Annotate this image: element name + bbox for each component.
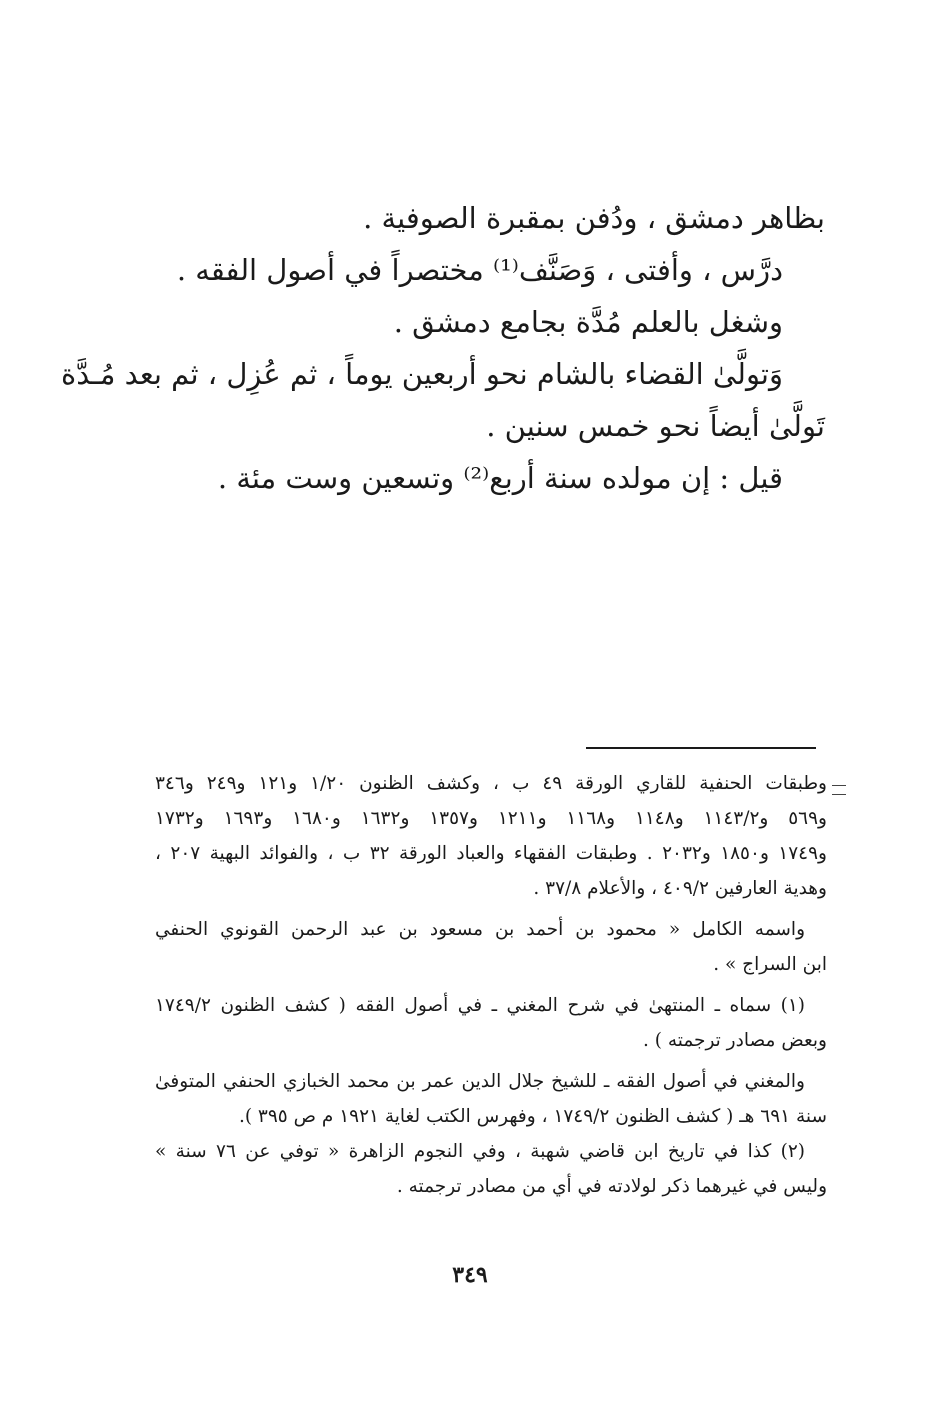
footnote-line: وبعض مصادر ترجمته ) .: [642, 1030, 827, 1051]
main-text-block: [61, 192, 825, 504]
footnote-line: سنة ٦٩١ هـ ( كشف الظنون ١٧٤٩/٢ ، وفهرس الكتب لغاية ١٩٢١ م ص ٣٩٥ ).: [238, 1106, 827, 1127]
page-number: ٣٤٩: [452, 1262, 488, 1288]
main-line-1: بظاهر دمشق ، ودُفن بمقبرة الصوفية .: [363, 201, 825, 235]
footnote-line: وطبقات الحنفية للقاري الورقة ٤٩ ب ، وكشف الظنون ١/٢٠ و١٢١ و٢٤٩ و٣٤٦: [155, 773, 827, 794]
footnote-continuation: [155, 766, 827, 906]
footnote-1-continued: [155, 1064, 827, 1134]
footnote-line: واسمه الكامل « محمود بن أحمد بن مسعود بن عبد الرحمن القونوي الحنفي: [155, 919, 805, 940]
main-line-3: وشغل بالعلم مُدَّة بجامع دمشق .: [393, 305, 783, 339]
footnote-line: وليس في غيرهما ذكر لولادته في أي من مصادر ترجمته .: [396, 1176, 827, 1197]
main-line-6: قيل : إن مولده سنة أربع⁽²⁾ وتسعين وست مئة .: [217, 461, 783, 495]
continuation-mark-icon: [832, 785, 846, 795]
main-line-2: درَّس ، وأفتى ، وَصَنَّف⁽¹⁾ مختصراً في أصول الفقه .: [176, 253, 783, 287]
main-line-4: وَتولَّىٰ القضاء بالشام نحو أربعين يوماً ، ثم عُزِل ، ثم بعد مُـدَّة: [61, 357, 783, 391]
footnote-line: وهدية العارفين ٤٠٩/٢ ، والأعلام ٣٧/٨ .: [533, 878, 827, 899]
footnote-2: [155, 1134, 827, 1204]
footnote-line: و٥٦٩ و١١٤٣/٢ و١١٤٨ و١١٦٨ و١٢١١ و١٣٥٧ و١٦٣٢ و١٦٨٠ و١٦٩٣ و١٧٣٢: [155, 808, 827, 829]
footnote-full-name: [155, 912, 827, 982]
footnote-line: (٢) كذا في تاريخ ابن قاضي شهبة ، وفي النجوم الزاهرة « توفي عن ٧٦ سنة »: [155, 1141, 805, 1162]
footnote-line: والمغني في أصول الفقه ـ للشيخ جلال الدين عمر بن محمد الخبازي الحنفي المتوفىٰ: [155, 1071, 805, 1092]
footnote-separator: [586, 747, 816, 749]
main-line-5: تَولَّىٰ أيضاً نحو خمس سنين .: [486, 409, 825, 443]
footnote-line: (١) سماه ـ المنتهىٰ في شرح المغني ـ في أصول الفقه ( كشف الظنون ١٧٤٩/٢: [155, 995, 805, 1016]
footnote-1: [155, 988, 827, 1058]
footnote-line: ابن السراج » .: [713, 954, 827, 975]
footnotes-block: [155, 766, 827, 1210]
footnote-line: و١٧٤٩ و١٨٥٠ و٢٠٣٢ . وطبقات الفقهاء والعباد الورقة ٣٢ ب ، والفوائد البهية ٢٠٧ ،: [155, 843, 827, 864]
